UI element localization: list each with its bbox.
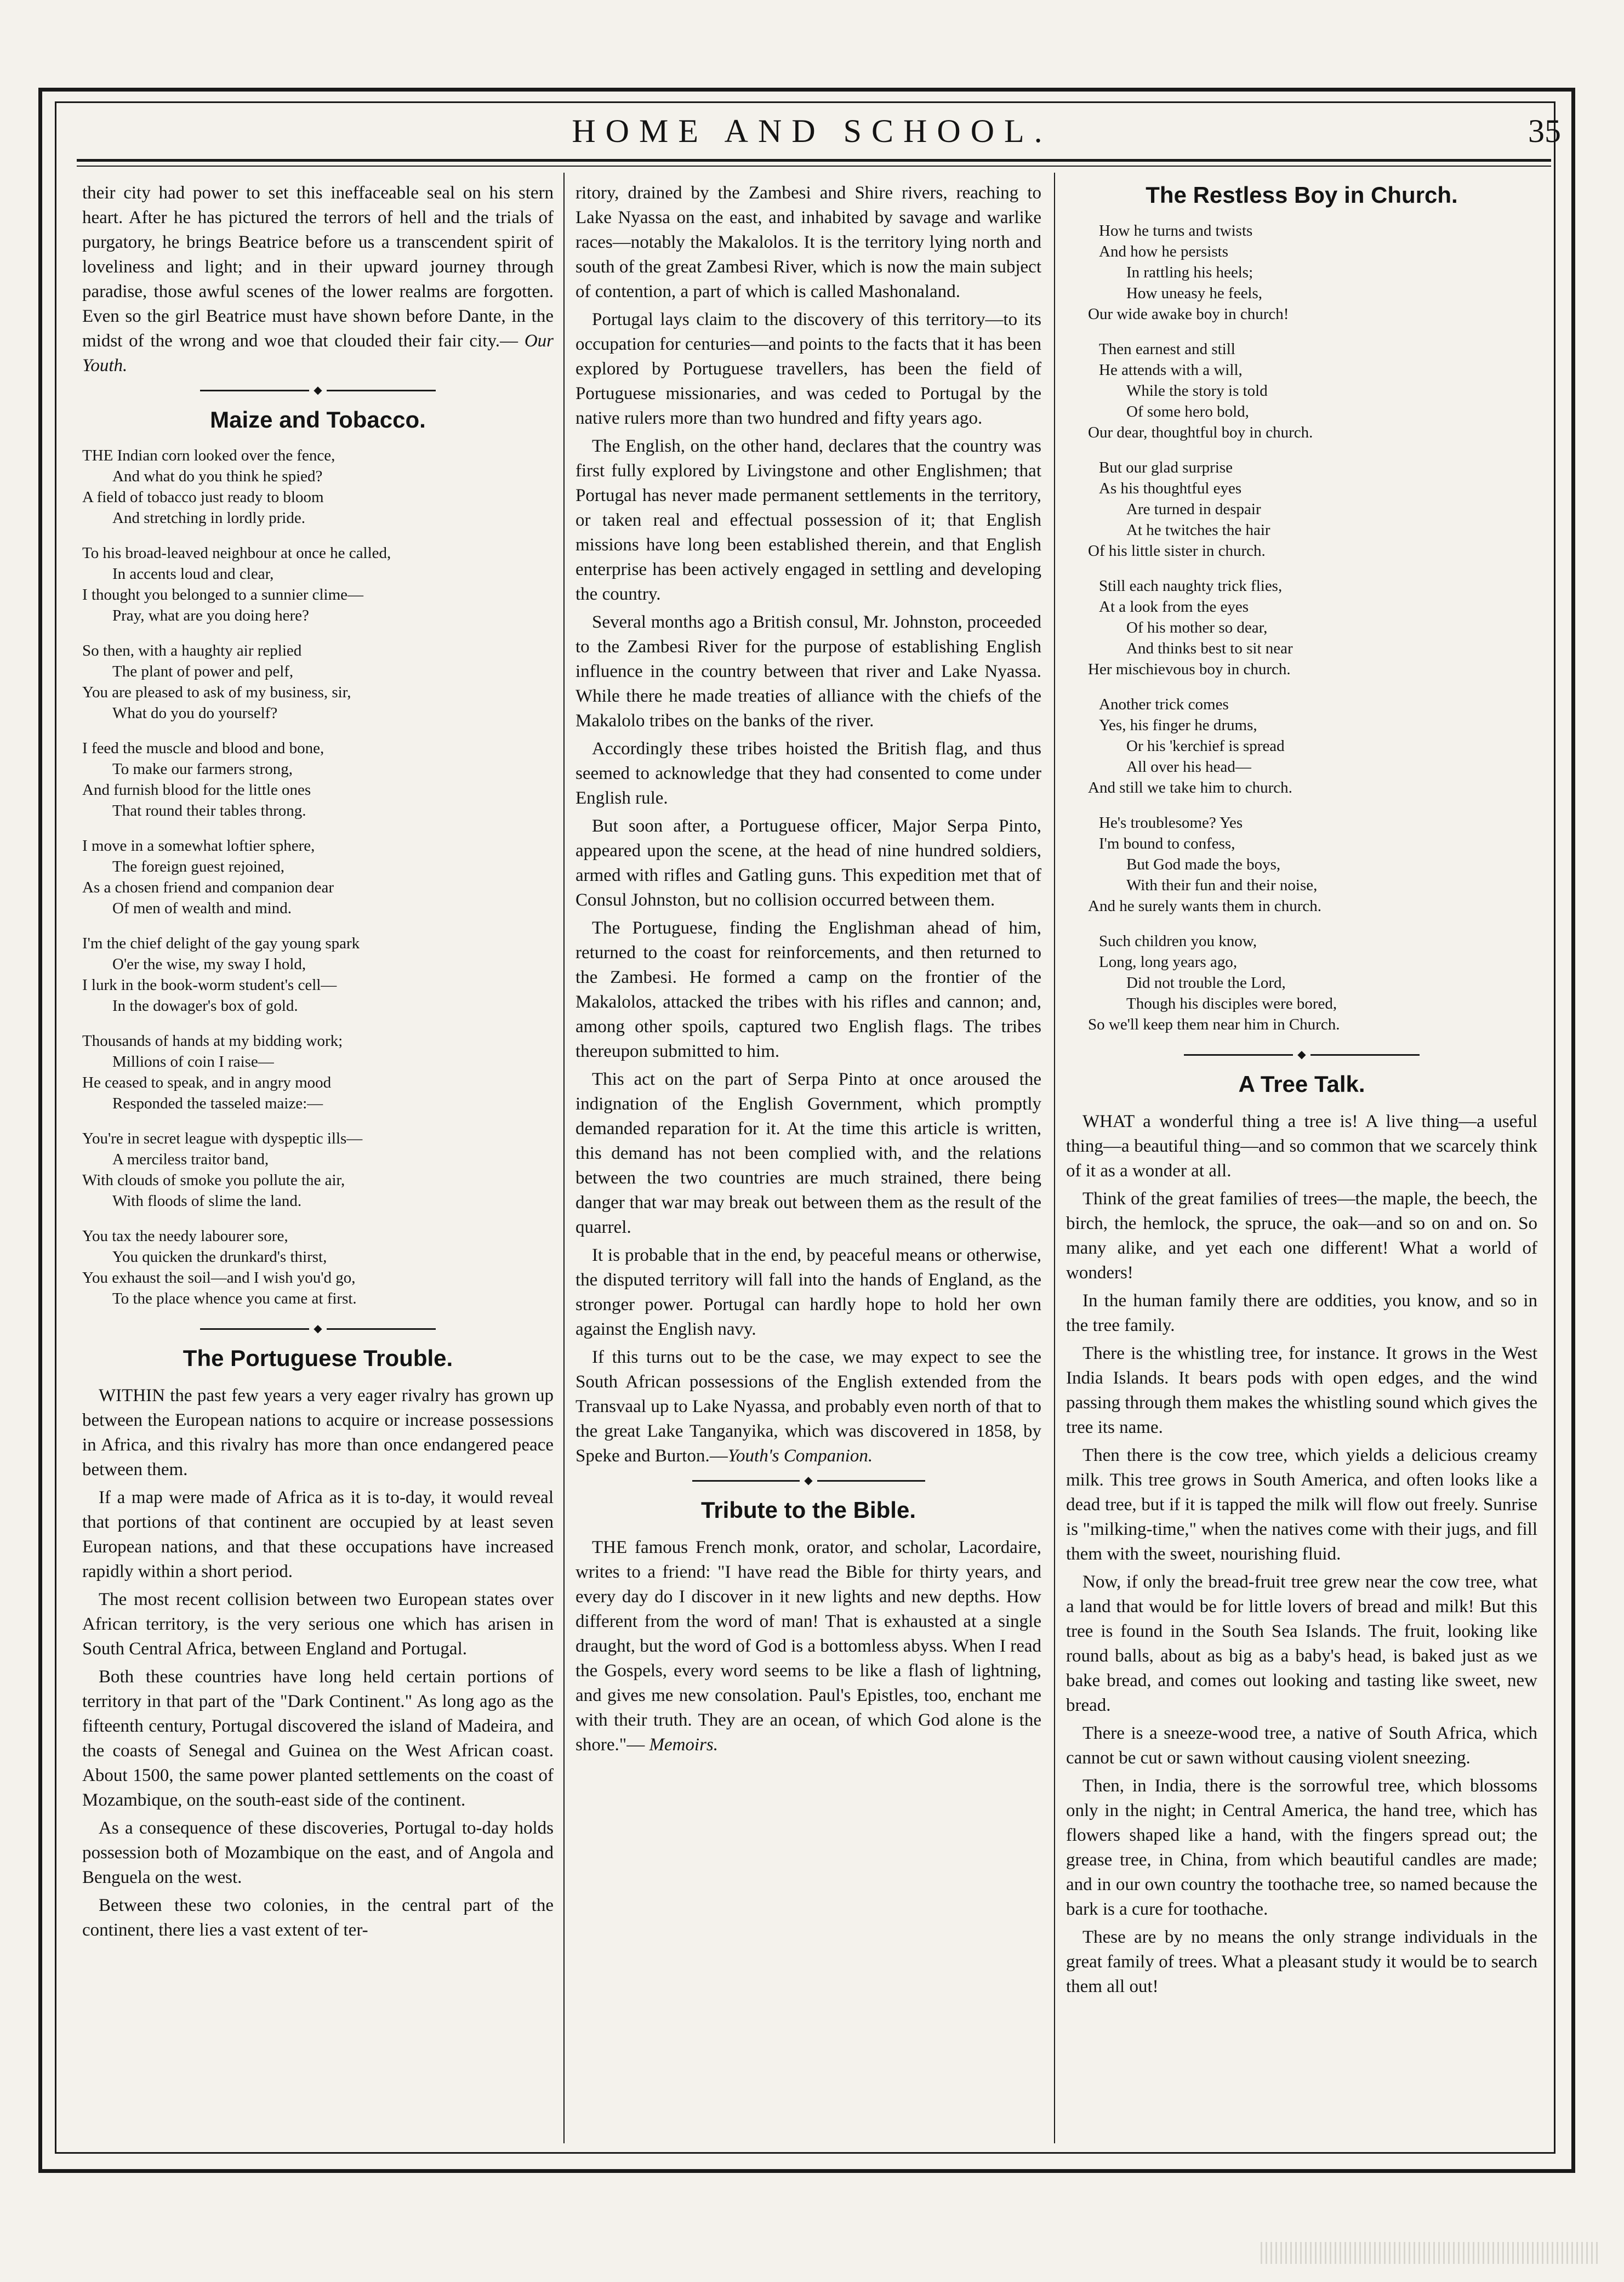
poem-line: You tax the needy labourer sore, <box>82 1227 288 1245</box>
header-rule-thin <box>77 166 1551 167</box>
poem-line: While the story is told <box>1126 382 1268 400</box>
paragraph: The most recent collision between two European states over African territory, is the very serious one which has arisen in South Central Africa, between England and Portugal. <box>82 1590 554 1659</box>
poem-line: How uneasy he feels, <box>1126 284 1263 302</box>
poem-line: Or his 'kerchief is spread <box>1126 737 1285 755</box>
poem-line: And furnish blood for the little ones <box>82 781 311 799</box>
poem-line: To his broad-leaved neighbour at once he called, <box>82 544 391 562</box>
poem-line: So we'll keep them near him in Church. <box>1088 1016 1340 1033</box>
poem-line: Are turned in despair <box>1126 500 1261 518</box>
restless-poem <box>1066 220 1537 1035</box>
poem-line: Pray, what are you doing here? <box>112 607 309 624</box>
poem-stanza <box>1066 457 1537 561</box>
restless-poem-title: The Restless Boy in Church. <box>1146 182 1458 208</box>
poem-line: You exhaust the soil—and I wish you'd go, <box>82 1269 356 1287</box>
poem-line: Of his mother so dear, <box>1126 619 1268 636</box>
poem-line: Of some hero bold, <box>1126 403 1249 420</box>
poem-line: Then earnest and still <box>1099 340 1235 358</box>
poem-stanza <box>1066 812 1537 917</box>
poem-line: And what do you think he spied? <box>112 468 323 485</box>
poem-line: At a look from the eyes <box>1099 598 1249 616</box>
header-rule <box>77 159 1551 162</box>
poem-line: You quicken the drunkard's thirst, <box>112 1248 327 1266</box>
column-1 <box>82 181 554 2138</box>
paragraph: Both these countries have long held certain portions of territory in that part of the "Dark Continent." As long ago as the fifteenth century, Portugal discovered the island of Madeira, and the coasts of Senegal and Guinea on the West African coast. About 1500, the same power planted settlements on the coast of Mozambique, on the south-east side of the continent. <box>82 1667 554 1810</box>
poem-line: Our wide awake boy in church! <box>1088 305 1289 323</box>
poem-line: Of his little sister in church. <box>1088 542 1266 560</box>
poem-line: With floods of slime the land. <box>112 1192 302 1210</box>
continuation-text: their city had power to set this ineffaceable seal on his stern heart. After he has pictured the terrors of hell and the trials of purgatory, he brings Beatrice before us a transcendent spirit of loveliness and light; and in their upward journey through paradise, those awful scenes of the lower realms are forgotten. Even so the girl Beatrice must have shown before Dante, in the midst of the wrong and woe that clouded their fair city.— <box>82 183 554 351</box>
poem-line: THE Indian corn looked over the fence, <box>82 447 335 464</box>
poem-line: In rattling his heels; <box>1126 264 1253 281</box>
poem-stanza <box>1066 694 1537 798</box>
poem-line: I lurk in the book-worm student's cell— <box>82 976 337 994</box>
section-divider: ◆ <box>82 385 554 396</box>
tree-article-title: A Tree Talk. <box>1238 1071 1365 1097</box>
paragraph: WHAT a wonderful thing a tree is! A live thing—a useful thing—a beautiful thing—and so common that we scarcely think of it as a wonder at all. <box>1066 1112 1537 1181</box>
poem-line: Still each naughty trick flies, <box>1099 577 1283 595</box>
poem-line: The foreign guest rejoined, <box>112 858 285 875</box>
poem-line: That round their tables throng. <box>112 802 306 820</box>
poem-line: Millions of coin I raise— <box>112 1053 274 1071</box>
poem-line: And he surely wants them in church. <box>1088 897 1322 915</box>
paragraph: Portugal lays claim to the discovery of this territory—to its occupation for centuries—and points to the facts that it has been explored by Portuguese travellers, has been the field of Portuguese missionaries, and was ceded to Portugal by the native rulers more than two hundred and fifty years ago. <box>575 310 1041 428</box>
poem-line: Responded the tasseled maize:— <box>112 1095 323 1112</box>
poem-line: At he twitches the hair <box>1126 521 1270 539</box>
poem-line: I feed the muscle and blood and bone, <box>82 739 324 757</box>
source-credit: Our Youth. <box>82 331 554 375</box>
paragraph: These are by no means the only strange individuals in the great family of trees. What a pleasant study it would be to search them all out! <box>1066 1927 1537 1996</box>
maize-poem <box>82 445 554 1309</box>
poem-line: But God made the boys, <box>1126 856 1281 873</box>
paragraph: Then, in India, there is the sorrowful tree, which blossoms only in the night; in Central America, the hand tree, which has flowers shaped like a hand, with the fingers spread out; the grease tree, in China, from which beautiful candles are made; and in our own country the toothache tree, so named because the bark is a cure for toothache. <box>1066 1776 1537 1919</box>
poem-line: I move in a somewhat loftier sphere, <box>82 837 315 855</box>
poem-line: The plant of power and pelf, <box>112 663 294 680</box>
poem-line: All over his head— <box>1126 758 1251 776</box>
paragraph: Between these two colonies, in the central part of the continent, there lies a vast extent of ter- <box>82 1896 554 1940</box>
page-wear-mark <box>1261 2242 1600 2264</box>
poem-line: How he turns and twists <box>1099 222 1253 240</box>
poem-stanza <box>82 445 554 528</box>
poem-stanza <box>82 738 554 821</box>
paragraph: Accordingly these tribes hoisted the British flag, and thus seemed to acknowledge that they had consented to come under English rule. <box>575 739 1041 808</box>
column-2 <box>575 181 1041 2138</box>
paragraph: ritory, drained by the Zambesi and Shire rivers, reaching to Lake Nyassa on the east, and inhabited by savage and warlike races—notably the Makalolos. It is the territory lying north and south of the great Zambesi River, which is now the main subject of contention, a part of which is called Mashonaland. <box>575 183 1041 301</box>
poem-line: To the place whence you came at first. <box>112 1290 357 1307</box>
poem-stanza <box>1066 220 1537 325</box>
poem-line: And thinks best to sit near <box>1126 640 1293 657</box>
tribute-source: Memoirs. <box>649 1735 719 1755</box>
masthead-title: HOME AND SCHOOL. <box>572 113 1052 149</box>
poem-line: Thousands of hands at my bidding work; <box>82 1032 343 1050</box>
poem-line: With their fun and their noise, <box>1126 877 1318 894</box>
poem-line: What do you do yourself? <box>112 704 278 722</box>
poem-line: So then, with a haughty air replied <box>82 642 302 659</box>
poem-line: Yes, his finger he drums, <box>1099 716 1257 734</box>
paragraph: WITHIN the past few years a very eager rivalry has grown up between the European nations to acquire or increase possessions in Africa, and this rivalry has more than once endangered peace between them. <box>82 1386 554 1479</box>
poem-line: He's troublesome? Yes <box>1099 814 1243 832</box>
paragraph: As a consequence of these discoveries, Portugal to-day holds possession both of Mozambique on the east, and of Angola and Benguela on the west. <box>82 1818 554 1887</box>
poem-line: Another trick comes <box>1099 696 1229 713</box>
poem-line: With clouds of smoke you pollute the air, <box>82 1171 345 1189</box>
article-continuation <box>82 181 554 378</box>
paragraph: Several months ago a British consul, Mr. Johnston, proceeded to the Zambesi River for the purpose of establishing English influence in the country between that river and Lake Nyassa. While there he made treaties of alliance with the chiefs of the Makalolo tribes on the banks of the river. <box>575 612 1041 731</box>
poem-stanza <box>82 1128 554 1211</box>
poem-stanza <box>82 933 554 1016</box>
poem-line: I thought you belonged to a sunnier clime— <box>82 586 364 604</box>
paragraph: Think of the great families of trees—the maple, the beech, the birch, the hemlock, the spruce, the oak—and so on and on. So many alike, and yet each one different! What a world of wonders! <box>1066 1189 1537 1283</box>
poem-line: In the dowager's box of gold. <box>112 997 298 1015</box>
paragraph: There is a sneeze-wood tree, a native of South Africa, which cannot be cut or sawn without causing violent sneezing. <box>1066 1723 1537 1768</box>
poem-line: Our dear, thoughtful boy in church. <box>1088 424 1313 441</box>
source-credit: Youth's Companion. <box>727 1446 873 1466</box>
poem-line: He attends with a will, <box>1099 361 1243 379</box>
tree-article <box>1066 1109 1537 1999</box>
portuguese-article-title: The Portuguese Trouble. <box>183 1345 453 1371</box>
section-divider: ◆ <box>1066 1049 1537 1060</box>
column-rule-2 <box>1054 173 1055 2143</box>
poem-line: As a chosen friend and companion dear <box>82 879 334 896</box>
poem-line: But our glad surprise <box>1099 459 1233 476</box>
tribute-paragraph <box>575 1535 1041 1757</box>
page-number: 35 <box>1528 113 1561 149</box>
poem-line: Of men of wealth and mind. <box>112 900 292 917</box>
portuguese-article-part-2 <box>575 181 1041 1469</box>
poem-line: You're in secret league with dyspeptic ills— <box>82 1130 363 1147</box>
paragraph: There is the whistling tree, for instance. It grows in the West India Islands. It bears pods with open edges, and the wind passing through them makes the whistling sound which gives the tree its name. <box>1066 1344 1537 1437</box>
poem-line: He ceased to speak, and in angry mood <box>82 1074 332 1091</box>
poem-line: O'er the wise, my sway I hold, <box>112 955 306 973</box>
paragraph: If a map were made of Africa as it is to-day, it would reveal that portions of that continent are occupied by at least seven European nations, and that these occupations have increased rapidly within a short period. <box>82 1488 554 1581</box>
maize-poem-title: Maize and Tobacco. <box>210 407 426 433</box>
poem-line: You are pleased to ask of my business, sir, <box>82 684 351 701</box>
poem-stanza <box>82 543 554 626</box>
poem-stanza <box>1066 576 1537 680</box>
poem-line: And still we take him to church. <box>1088 779 1292 796</box>
poem-line: To make our farmers strong, <box>112 760 293 778</box>
poem-line: Did not trouble the Lord, <box>1126 974 1286 992</box>
tribute-text: THE famous French monk, orator, and scholar, Lacordaire, writes to a friend: "I have read the Bible for thirty years, and every day do I discover in it new lights and new depths. How different from the word of man! That is exhausted at a single draught, but the word of God is a bottomless abyss. When I read the Gospels, every word seems to be like a flash of lightning, and gives me new consolation. Paul's Epistles, too, enchant me with their truth. They are an ocean, of which God alone is the shore."— <box>575 1538 1041 1755</box>
poem-line: In accents loud and clear, <box>112 565 274 583</box>
column-3 <box>1066 181 1537 2138</box>
paragraph: Now, if only the bread-fruit tree grew near the cow tree, what a land that would be for little lovers of bread and milk! But this tree is found in the South Sea Islands. The fruit, looking like round balls, about as big as a baby's head, is baked just as we bake bread, and comes out looking and tasting like sweet, new bread. <box>1066 1572 1537 1715</box>
column-rule-1 <box>563 173 565 2143</box>
poem-line: I'm bound to confess, <box>1099 835 1235 852</box>
poem-stanza <box>1066 931 1537 1035</box>
poem-line: A field of tobacco just ready to bloom <box>82 488 324 506</box>
paragraph: But soon after, a Portuguese officer, Major Serpa Pinto, appeared upon the scene, at the head of nine hundred soldiers, armed with rifles and Gatling guns. This expedition met that of Consul Johnston, but no collision occurred between them. <box>575 816 1041 910</box>
paragraph: This act on the part of Serpa Pinto at once aroused the indignation of the English Government, which promptly demanded reparation for it. At the time this article is written, this demand has not been complied with, and the relations between the two countries are much strained, there being danger that war may break out between them as the result of the quarrel. <box>575 1069 1041 1237</box>
poem-line: And how he persists <box>1099 243 1229 260</box>
poem-line: A merciless traitor band, <box>112 1151 269 1168</box>
poem-line: And stretching in lordly pride. <box>112 509 305 527</box>
poem-stanza <box>1066 339 1537 443</box>
paragraph: In the human family there are oddities, you know, and so in the tree family. <box>1066 1291 1537 1335</box>
poem-line: Her mischievous boy in church. <box>1088 661 1291 678</box>
poem-stanza <box>82 835 554 919</box>
poem-line: Long, long years ago, <box>1099 953 1238 971</box>
poem-line: I'm the chief delight of the gay young spark <box>82 935 360 952</box>
paragraph: The Portuguese, finding the Englishman ahead of him, returned to the coast for reinforcements, and then returned to the Zambesi. He formed a camp on the frontier of the Makalolos, attacked the tribes with his rifles and cannon; and, among other spoils, captured two English flags. The tribes thereupon submitted to him. <box>575 918 1041 1061</box>
tribute-article-title: Tribute to the Bible. <box>700 1497 916 1523</box>
poem-line: As his thoughtful eyes <box>1099 480 1242 497</box>
paragraph: If this turns out to be the case, we may expect to see the South African possessions of the English extended from the Transvaal up to Lake Nyassa, and probably even north of that to the great Lake Tanganyika, which was discovered in 1858, by Speke and Burton.—Youth's Companion. <box>575 1347 1041 1466</box>
poem-line: Such children you know, <box>1099 932 1257 950</box>
poem-stanza <box>82 640 554 724</box>
section-divider: ◆ <box>82 1323 554 1334</box>
poem-line: Though his disciples were bored, <box>1126 995 1337 1012</box>
portuguese-article-part-1 <box>82 1384 554 1943</box>
section-divider: ◆ <box>575 1475 1041 1486</box>
paragraph: It is probable that in the end, by peaceful means or otherwise, the disputed territory will fall into the hands of England, as the stronger power. Portugal can hardly hope to hold her own against the English navy. <box>575 1245 1041 1339</box>
paragraph: The English, on the other hand, declares that the country was first fully explored by Livingstone and other Englishmen; that Portugal has never made permanent settlements in the territory, or taken real and effectual possession of it; that English missions have long been established therein, and that English enterprise has been actively engaged in settling and developing the country. <box>575 436 1041 604</box>
poem-stanza <box>82 1226 554 1309</box>
paragraph: Then there is the cow tree, which yields a delicious creamy milk. This tree grows in South America, and often looks like a dead tree, but if it is tapped the milk will flow out freely. Sunrise is "milking-time," when the natives come with their jugs, and fill them with the sweet, nourishing fluid. <box>1066 1446 1537 1564</box>
poem-stanza <box>82 1031 554 1114</box>
